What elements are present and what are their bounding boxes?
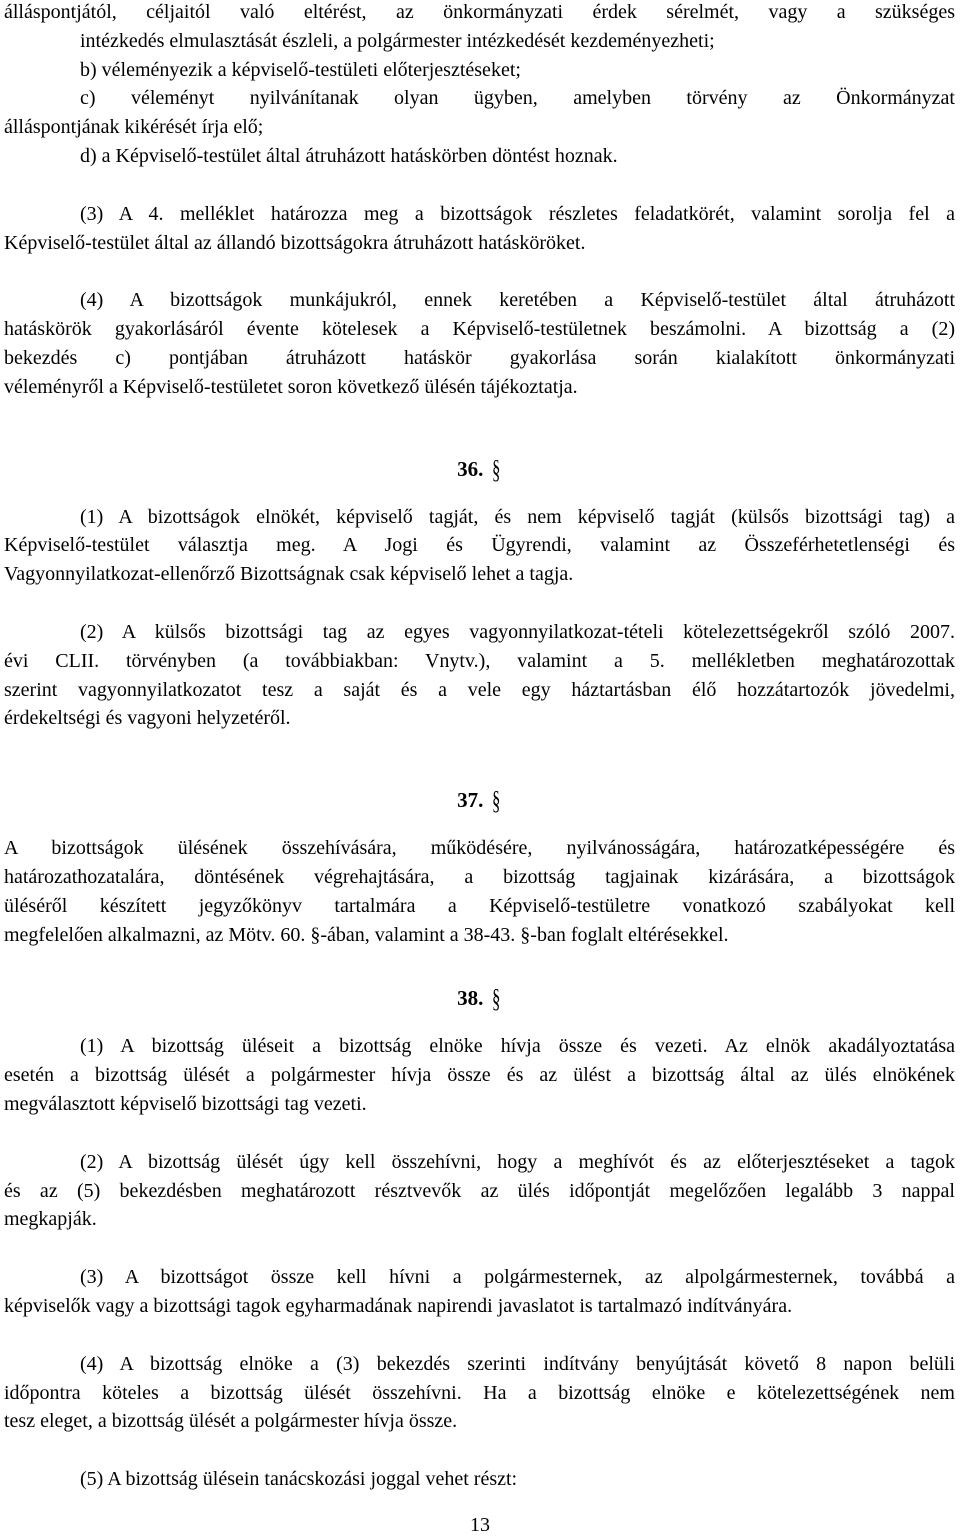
text-line: (4) A bizottság elnöke a (3) bekezdés szerinti indítvány benyújtását követő 8 napon belüli (80, 1352, 955, 1375)
section-36-paragraph-2 (4, 618, 955, 733)
text-line: (4) A bizottságok munkájukról, ennek keretében a Képviselő-testület által átruházott (80, 289, 955, 312)
text-line: hatáskörök gyakorlásáról évente kötelesek a Képviselő-testületnek beszámolni. A bizottság a (2) (4, 318, 955, 341)
text-line: (2) A külsős bizottsági tag az egyes vagyonnyilatkozat-tételi kötelezettségekről szóló 2007. (80, 620, 955, 643)
document-page (4, 0, 955, 1494)
text-line: Képviselő-testület által az állandó bizottságokra átruházott hatásköröket. (4, 231, 586, 254)
section-38-paragraph-5 (4, 1465, 955, 1494)
section-number: 37. (457, 788, 484, 813)
section-heading-37 (4, 785, 955, 815)
text-line: d) a Képviselő-testület által átruházott hatáskörben döntést hoznak. (80, 144, 618, 167)
text-line: megfelelően alkalmazni, az Mötv. 60. §-ában, valamint a 38-43. §-ban foglalt eltérésekkel. (4, 923, 729, 946)
text-line: véleményről a Képviselő-testületet soron következő ülésén tájékoztatja. (4, 375, 578, 398)
text-line: (1) A bizottságok elnökét, képviselő tagját, és nem képviselő tagját (külsős bizottsági tag) a (80, 505, 955, 528)
text-line: álláspontjának kikérését írja elő; (4, 116, 264, 139)
text-line: megkapják. (4, 1208, 97, 1231)
text-line: intézkedés elmulasztását észleli, a polgármester intézkedését kezdeményezheti; (80, 29, 715, 52)
section-38-paragraph-3 (4, 1263, 955, 1321)
section-number: 38. (457, 986, 484, 1011)
text-line: b) véleményezik a képviselő-testületi előterjesztéseket; (80, 58, 521, 81)
text-line: évi CLII. törvényben (a továbbiakban: Vnytv.), valamint a 5. mellékletben meghatározottak (4, 649, 955, 672)
text-line: szerint vagyonnyilatkozatot tesz a saját és a vele egy háztartásban élő hozzátartozók jövedelmi, (4, 678, 955, 701)
text-line: (1) A bizottság üléseit a bizottság elnöke hívja össze és vezeti. Az elnök akadályoztatása (80, 1035, 955, 1058)
text-line: Vagyonnyilatkozat-ellenőrző Bizottságnak csak képviselő lehet a tagja. (4, 563, 574, 586)
section-37-paragraph-1 (4, 834, 955, 949)
page-number: 13 (470, 1514, 490, 1536)
text-line: (3) A bizottságot össze kell hívni a polgármesternek, az alpolgármesternek, továbbá a (80, 1266, 955, 1289)
text-line: (2) A bizottság ülését úgy kell összehívni, hogy a meghívót és az előterjesztéseket a tagok (80, 1150, 955, 1173)
text-line: üléséről készített jegyzőkönyv tartalmára a Képviselő-testületre vonatkozó szabályokat kell (4, 894, 955, 917)
section-36-paragraph-1 (4, 503, 955, 589)
section-heading-36 (4, 454, 955, 484)
section-number: 36. (457, 456, 484, 481)
text-line: (5) A bizottság ülésein tanácskozási joggal vehet részt: (80, 1468, 518, 1491)
text-line: álláspontjától, céljaitól való eltérést, az önkormányzati érdek sérelmét, vagy a szükséges (4, 1, 955, 23)
section-heading-38 (4, 983, 955, 1013)
text-line: határozathozatalára, döntésének végrehajtására, a bizottság tagjainak kizárására, a bizottságok (4, 865, 955, 888)
text-line: esetén a bizottság ülését a polgármester hívja össze és az ülést a bizottság által az ülés elnökének (4, 1064, 955, 1087)
text-line: Képviselő-testület választja meg. A Jogi és Ügyrendi, valamint az Összeférhetetlenségi és (4, 534, 955, 557)
section-sign: § (492, 785, 501, 816)
text-line: időpontra köteles a bizottság ülését összehívni. Ha a bizottság elnöke e kötelezettségének nem (4, 1381, 955, 1404)
section-sign: § (492, 453, 501, 484)
paragraph-3 (4, 200, 955, 258)
text-line: (3) A 4. melléklet határozza meg a bizottságok részletes feladatkörét, valamint sorolja fel a (80, 202, 955, 225)
text-line: megválasztott képviselő bizottsági tag vezeti. (4, 1092, 367, 1115)
text-line: A bizottságok ülésének összehívására, működésére, nyilvánosságára, határozatképességére és (4, 837, 955, 860)
paragraph-4 (4, 286, 955, 401)
text-line: bekezdés c) pontjában átruházott hatáskör gyakorlása során kialakított önkormányzati (4, 346, 955, 369)
text-line: képviselők vagy a bizottsági tagok egyharmadának napirendi javaslatot is tartalmazó indítványára. (4, 1294, 793, 1317)
section-38-paragraph-4 (4, 1350, 955, 1436)
section-sign: § (492, 983, 501, 1014)
section-38-paragraph-1 (4, 1032, 955, 1118)
text-line: c) véleményt nyilvánítanak olyan ügyben, amelyben törvény az Önkormányzat (80, 87, 955, 110)
text-line: érdekeltségi és vagyoni helyzetéről. (4, 707, 291, 730)
text-line: és az (5) bekezdésben meghatározott résztvevők az ülés időpontját megelőzően legalább 3 nappal (4, 1179, 955, 1202)
text-line: tesz eleget, a bizottság ülését a polgármester hívja össze. (4, 1410, 458, 1433)
section-38-paragraph-2 (4, 1148, 955, 1234)
